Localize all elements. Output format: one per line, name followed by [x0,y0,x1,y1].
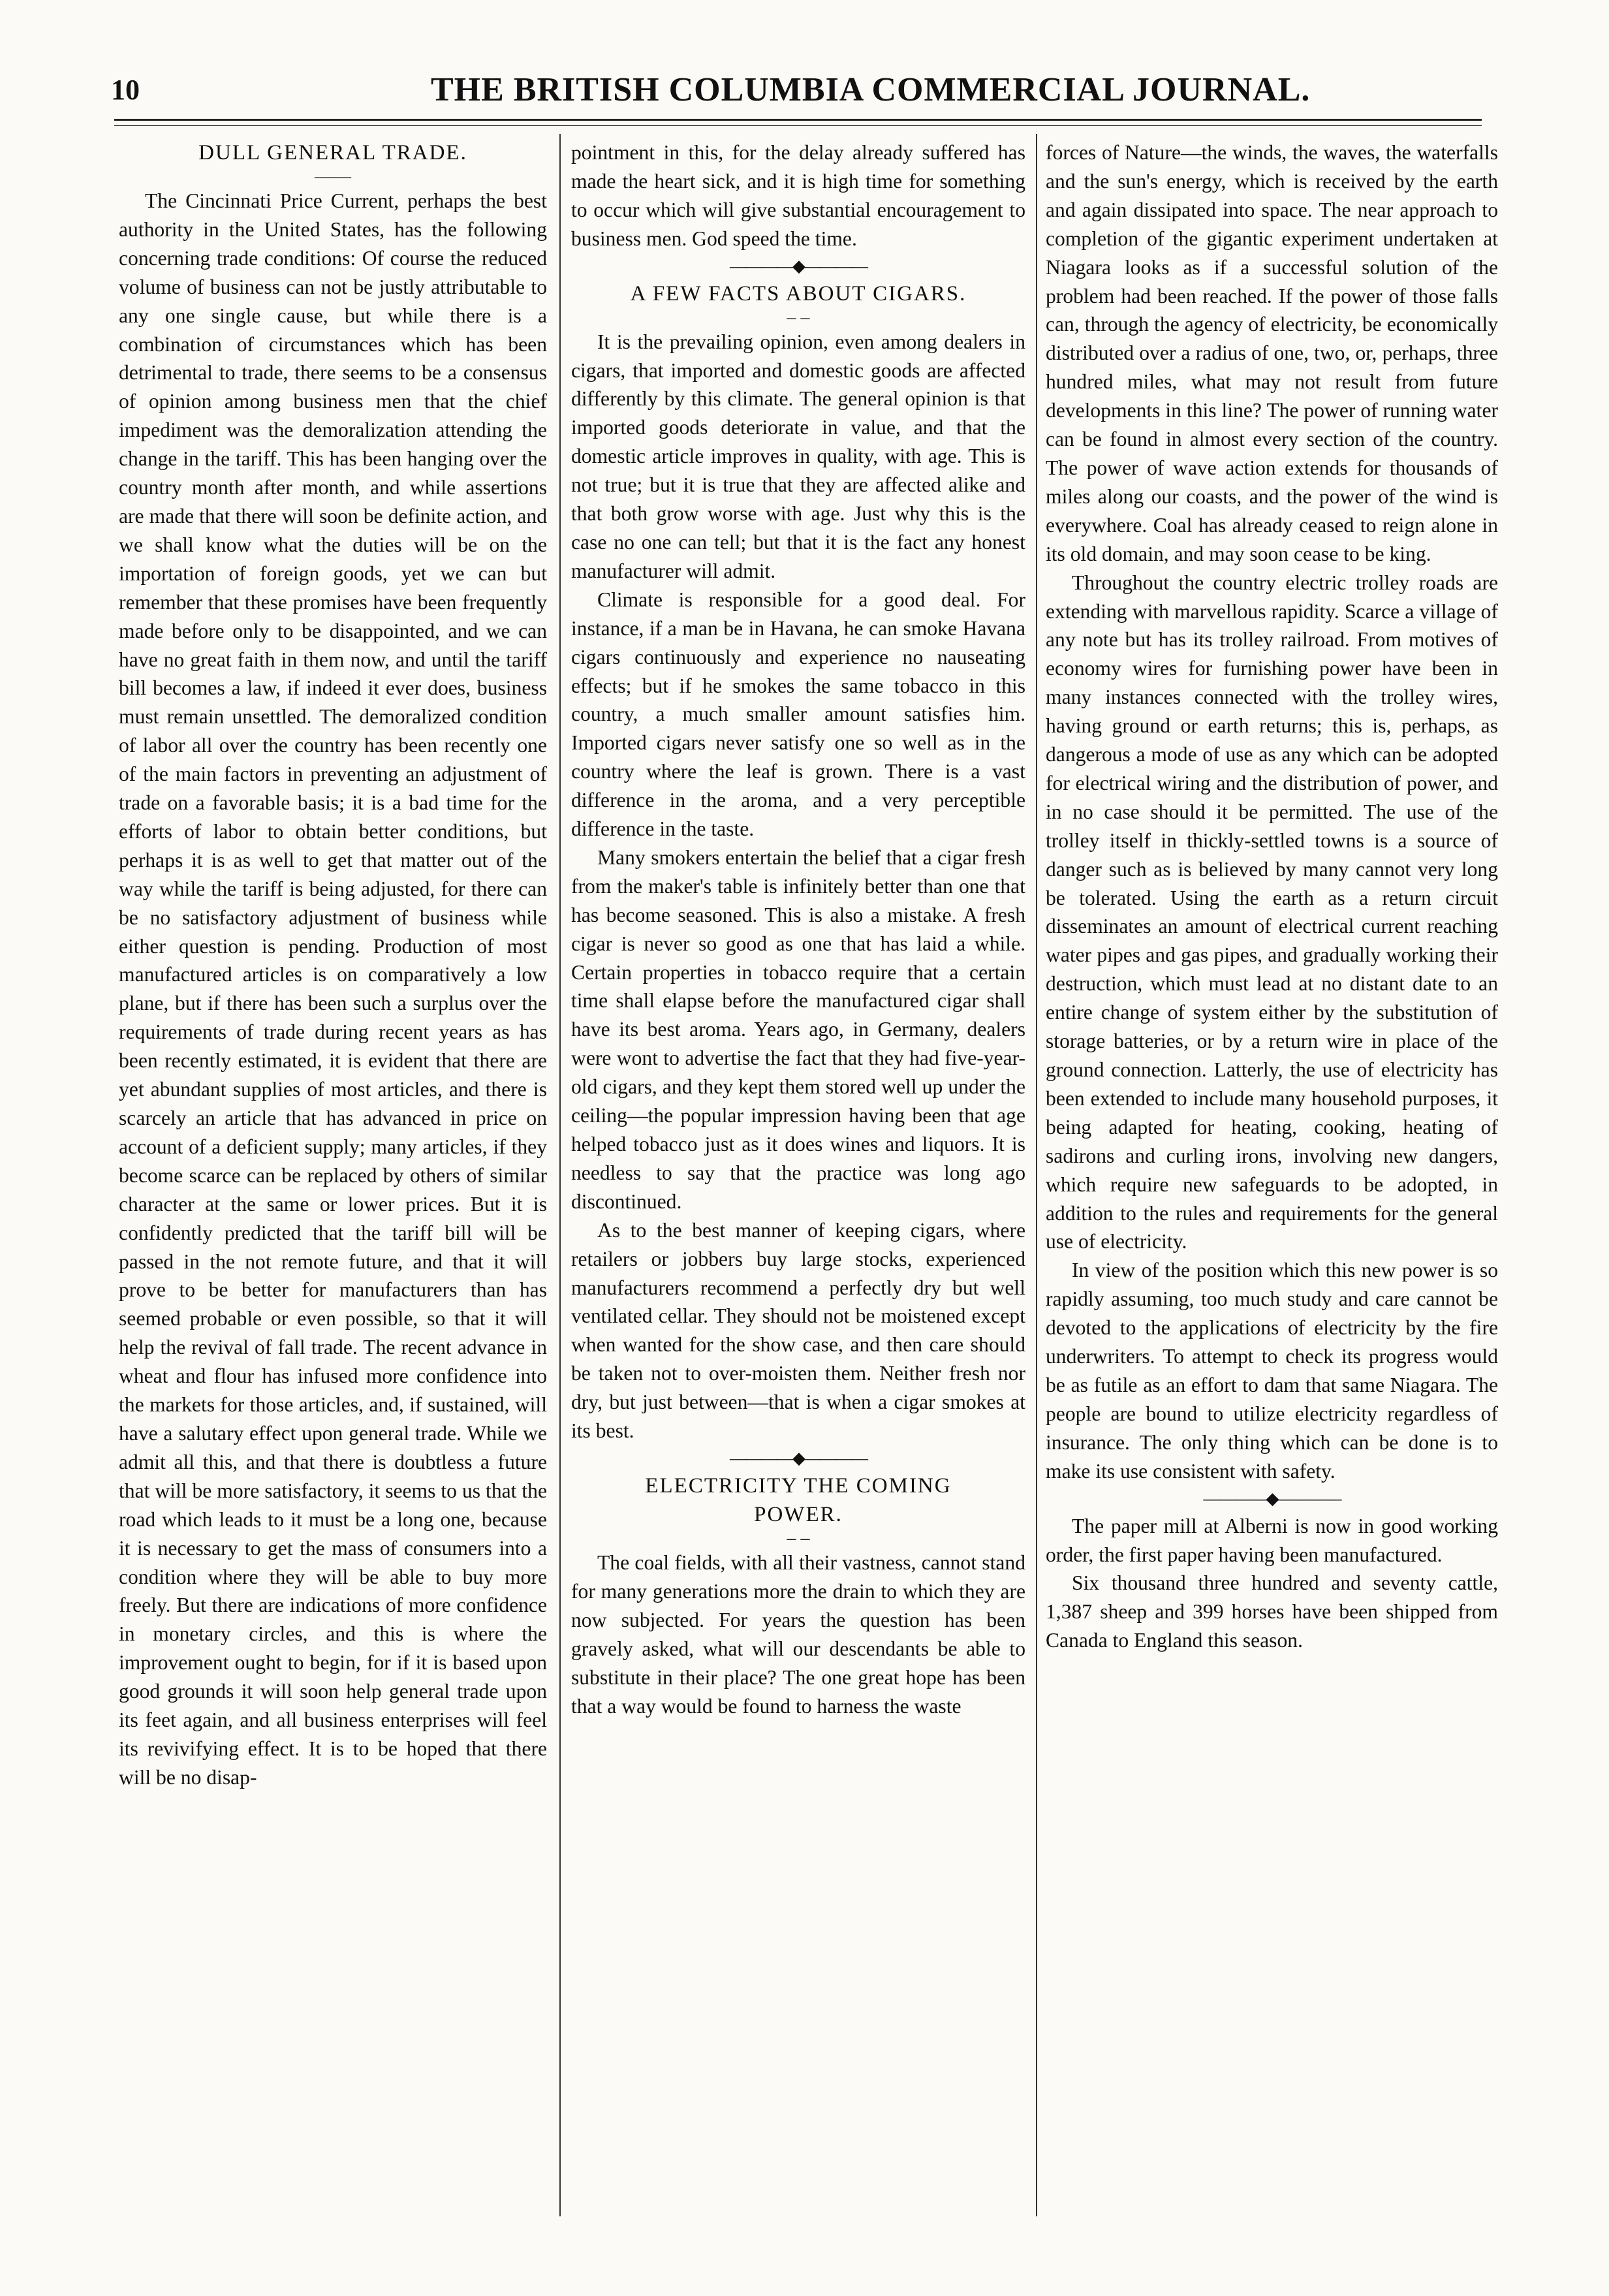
article-paragraph: Climate is responsible for a good deal. For instance, if a man be in Havana, he can smoke Havana cigars continuously and experience no nauseating effects; but if he smokes the same tobacco in this country, a much smaller amount satisfies him. Imported cigars never satisfy one so well as in the country where the leaf is grown. There is a vast difference in the aroma, and a very perceptible difference in the taste. [571,588,1025,841]
article-paragraph: It is the prevailing opinion, even among dealers in cigars, that imported and domestic goods are affected differently by this climate. The general opinion is that imported goods deteriorate in value, and that the domestic article improves in quality, with age. This is not true; but it is true that they are affected alike and that both grow worse with age. Just why this is the case no one can tell; but that it is the fact any honest manufacturer will admit. [571,330,1025,582]
article-paragraph: Many smokers entertain the belief that a cigar fresh from the maker's table is infinitely better than one that has become seasoned. This is also a mistake. A fresh cigar is never so good as one that has laid a while. Certain properties in tobacco require that a certain time shall elapse before the manufactured cigar shall have its best aroma. Years ago, in Germany, dealers were wont to advertise the fact that they had five-year-old cigars, and they kept them stored well up under the ceiling—the popular impression having been that age helped tobacco just as it does wines and liquors. It is needless to say that the practice was long ago discontinued. [571,845,1025,1213]
column-1 [119,138,547,2214]
article-title-cigars: A FEW FACTS ABOUT CIGARS. [630,281,967,306]
article-continuation: forces of Nature—the winds, the waves, the waterfalls and the sun's energy, which is received by the earth and again dissipated into space. The near approach to completion of the gigantic experiment undertaken at Niagara looks as if a successful solution of the problem had been reached. If the power of those falls can, through the agency of electricity, be economically distributed over a radius of one, two, or, perhaps, three hundred miles, what may not result from future developments in this line? The power of running water can be found in almost every section of the country. The power of wave action extends for thousands of miles along our coasts, and the power of the wind is everywhere. Coal has already ceased to reign alone in its old domain, and may soon cease to be king. [1046,141,1498,565]
column-divider [559,134,561,2216]
article-paragraph: As to the best manner of keeping cigars, where retailers or jobbers buy large stocks, experienced manufacturers recommend a perfectly dry but well ventilated cellar. They should not be moistened except when wanted for the show case, and then care should be taken not to over-moisten them. Neither fresh nor dry, but just between—that is when a cigar smokes at its best. [571,1218,1025,1443]
article-separator: ————◆———— [730,256,867,275]
article-paragraph: Throughout the country electric trolley roads are extending with marvellous rapidity. Scarce a village of any note but has its trolley railroad. From motives of economy wires for furnishing power have been in many instances connected with the trolley wires, having ground or earth returns; this is, perhaps, as dangerous a mode of use as any which can be adopted for electrical wiring and the distribution of power, and in no case should it be permitted. The use of the trolley itself in thickly-settled towns is a source of danger such as is believed by many cannot very long be tolerated. Using the earth as a return circuit disseminates an amount of electrical current reaching water pipes and gas pipes, and gradually working their destruction, which must lead at no distant date to an entire change of system either by the substitution of storage batteries, or by a return wire in place of the ground connection. Latterly, the use of electricity has been extended to include many household purposes, it being adapted for heating, cooking, heating of sadirons and curling irons, involving new dangers, which require new safeguards to be adopted, in addition to the rules and requirements for the general use of electricity. [1046,571,1498,1253]
column-divider [1036,134,1037,2216]
column-3 [1046,138,1498,2214]
article-paragraph: In view of the position which this new power is so rapidly assuming, too much study and care cannot be devoted to the applications of electricity by the fire underwriters. To attempt to check its progress would be as futile as an effort to dam that same Niagara. The people are bound to utilize electricity regardless of insurance. The only thing which can be done is to make its use consistent with safety. [1046,1259,1498,1483]
header-rule [114,119,1482,121]
page-number: 10 [111,74,140,106]
title-rule: – – [787,1528,810,1549]
journal-title: THE BRITISH COLUMBIA COMMERCIAL JOURNAL. [431,71,1311,108]
article-continuation: pointment in this, for the delay already suffered has made the heart sick, and it is high time for something to occur which will give substantial encouragement to business men. God speed the time. [571,141,1025,250]
article-separator: ————◆———— [1203,1488,1341,1508]
article-title-dull-trade: DULL GENERAL TRADE. [198,141,467,165]
column-2 [571,138,1025,2214]
title-rule: – – [787,307,810,328]
title-rule: —— [315,166,351,187]
header-rule-lower [114,125,1482,126]
article-body: The Cincinnati Price Current, perhaps the best authority in the United States, has the following concerning trade conditions: Of course the reduced volume of business can not be justly attributable to any one single cause, but while there is a combination of circumstances which has been detrimental to trade, there seems to be a consensus of opinion among business men that the chief impediment was the demoralization attending the change in the tariff. This has been hanging over the country month after month, and while assertions are made that there will soon be definite action, and we shall know what the duties will be on the importation of foreign goods, yet we can but remember that these promises have been frequently made before only to be disappointed, and we can have no great faith in them now, and until the tariff bill becomes a law, if indeed it ever does, business must remain unsettled. The demoralized condition of labor all over the country has been recently one of the main factors in preventing an adjustment of trade on a favorable basis; it is a bad time for the efforts of labor to obtain better conditions, but perhaps it is as well to get that matter out of the way while the tariff is being adjusted, for there can be no satisfactory adjustment of business while either question is pending. Production of most manufactured articles is on comparatively a low plane, but if there has been such a surplus over the requirements of trade during recent years as has been recently estimated, it is evident that there are yet abundant supplies of most articles, and there is scarcely an article that has advanced in price on account of a deficient supply; many articles, if they become scarce can be replaced by others of similar character at the same or lower prices. But it is confidently predicted that the tariff bill will be passed in the not remote future, and that it will prove to be better for manufacturers than has seemed probable or even possible, so that it will help the revival of fall trade. The recent advance in wheat and flour has infused more confidence into the markets for those articles, and, if sustained, will have a salutary effect upon general trade. While we admit all this, and that there is doubtless a future that will be more satisfactory, it seems to us that the road which leads to it must be a long one, because it is necessary to get the mass of consumers into a condition where they will be able to buy more freely. But there are indications of more confidence in monetary circles, and this is where the improvement ought to begin, for if it is based upon good grounds it will soon help general trade upon its feet again, and all business enterprises will feel its revivifying effect. It is to be hoped that there will be no disap- [119,189,547,1789]
article-title-electricity: ELECTRICITY THE COMING POWER. [645,1473,952,1526]
article-body: The coal fields, with all their vastness, cannot stand for many generations more the drain to which they are now subjected. For years the question has been gravely asked, what will our descendants be able to substitute in their place? The one great hope has been that a way would be found to harness the waste [571,1550,1025,1718]
news-note: Six thousand three hundred and seventy cattle, 1,387 sheep and 399 horses have been shipped from Canada to England this season. [1046,1571,1498,1652]
news-note: The paper mill at Alberni is now in good working order, the first paper having been manufactured. [1046,1514,1498,1566]
article-separator: ————◆———— [730,1448,867,1468]
